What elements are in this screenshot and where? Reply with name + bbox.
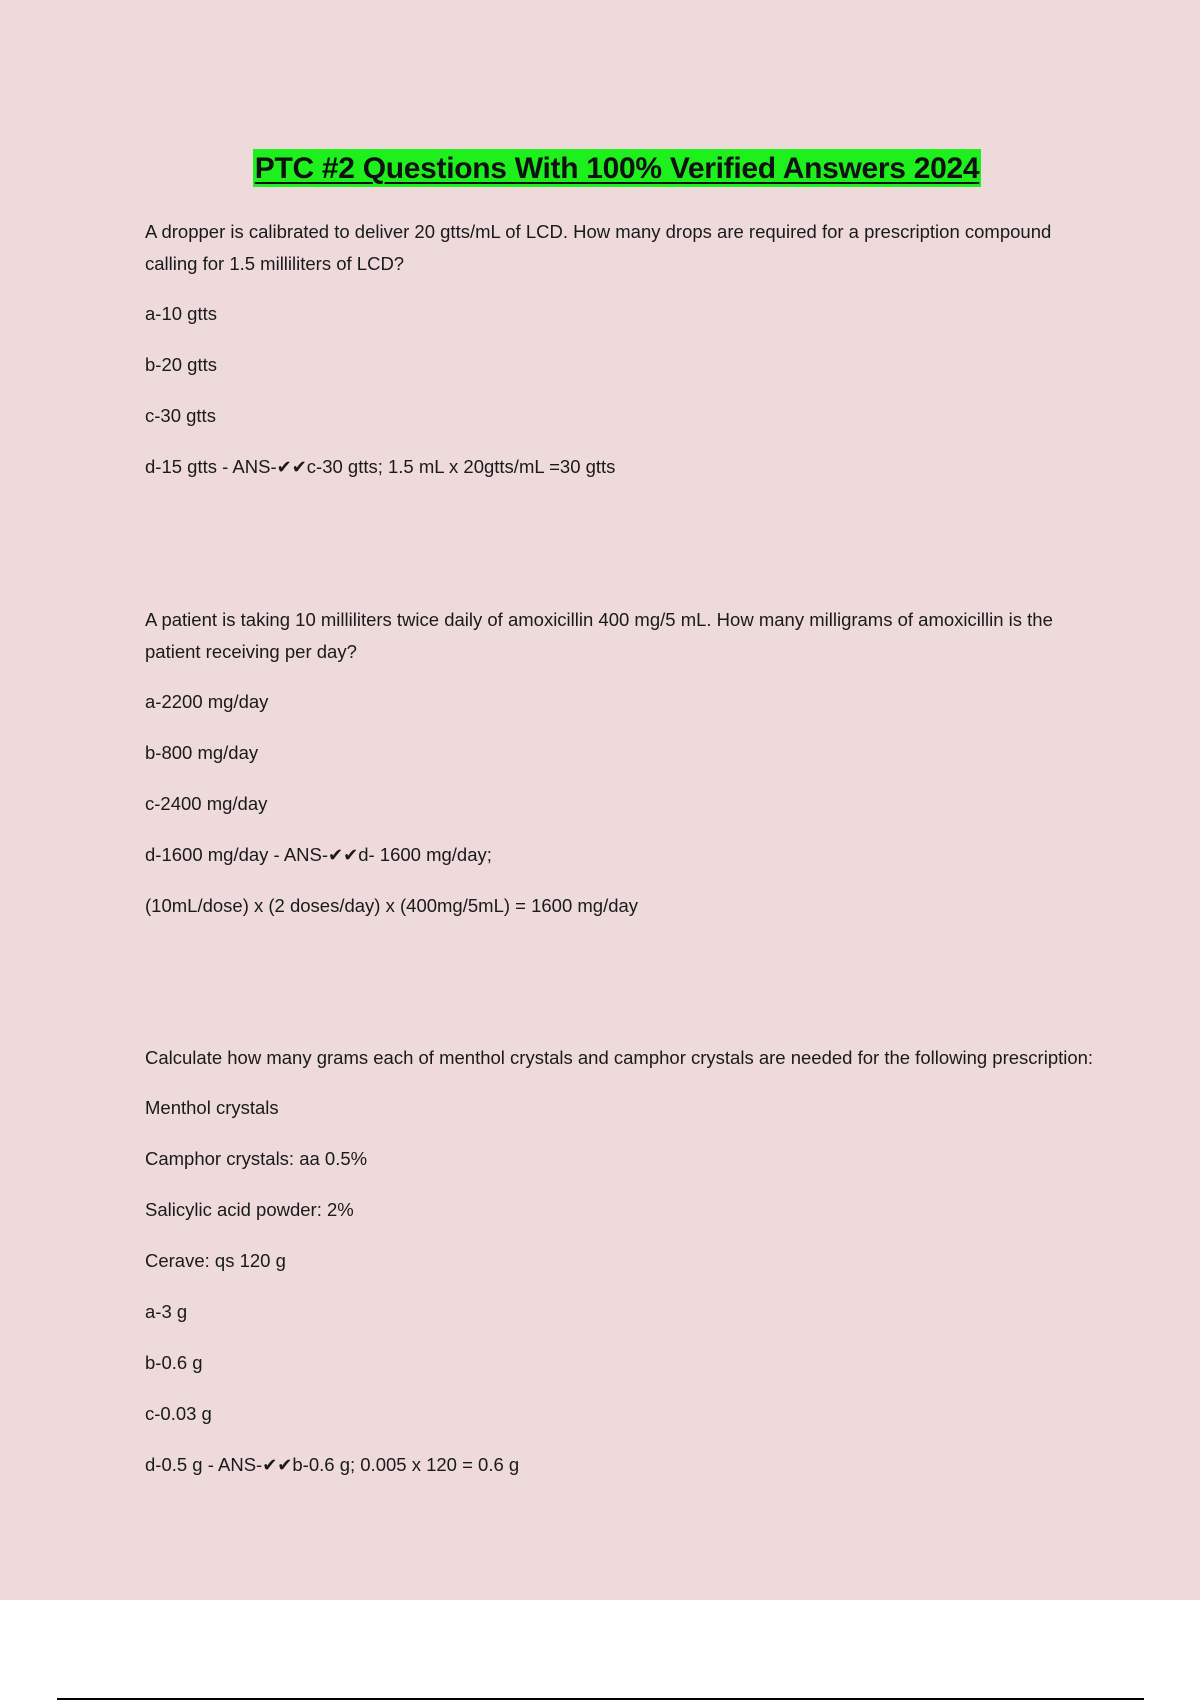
spacer	[145, 502, 1095, 604]
answer-text: c-30 gtts; 1.5 mL x 20gtts/mL =30 gtts	[306, 456, 616, 477]
question-text: Calculate how many grams each of menthol crystals and camphor crystals are needed for the following prescription:	[145, 1047, 1094, 1068]
checkmark-icon: ✔✔	[276, 457, 307, 478]
answer-line	[145, 839, 1095, 890]
rx-line: Menthol crystals	[145, 1097, 279, 1118]
option-a: a-10 gtts	[145, 303, 217, 324]
checkmark-icon: ✔✔	[328, 845, 359, 866]
option-c: c-2400 mg/day	[145, 793, 268, 814]
rx-line: Camphor crystals: aa 0.5%	[145, 1148, 368, 1169]
option-a: a-2200 mg/day	[145, 691, 269, 712]
answer-line	[145, 1449, 1095, 1500]
question-text: A patient is taking 10 milliliters twice daily of amoxicillin 400 mg/5 mL. How many milligrams of amoxicillin is the patient receiving per day?	[145, 609, 1053, 662]
question-block-3	[145, 1042, 1095, 1500]
option-b: b-0.6 g	[145, 1352, 203, 1373]
option-d: d-15 gtts - ANS-	[145, 456, 277, 477]
document-content	[145, 216, 1095, 1500]
option-b: b-20 gtts	[145, 354, 217, 375]
option-c: c-0.03 g	[145, 1403, 212, 1424]
option-d: d-0.5 g - ANS-	[145, 1454, 263, 1475]
option-d: d-1600 mg/day - ANS-	[145, 844, 329, 865]
question-block-2	[145, 604, 1095, 941]
page-title: PTC #2 Questions With 100% Verified Answers 2024	[253, 149, 982, 187]
option-c: c-30 gtts	[145, 405, 216, 426]
spacer	[145, 941, 1095, 1042]
rx-line: Salicylic acid powder: 2%	[145, 1199, 354, 1220]
answer-calculation: (10mL/dose) x (2 doses/day) x (400mg/5mL) = 1600 mg/day	[145, 895, 639, 916]
question-block-1	[145, 216, 1095, 502]
title-wrapper	[0, 149, 1200, 187]
answer-text: d- 1600 mg/day;	[358, 844, 492, 865]
rx-line: Cerave: qs 120 g	[145, 1250, 286, 1271]
option-a: a-3 g	[145, 1301, 188, 1322]
option-b: b-800 mg/day	[145, 742, 259, 763]
answer-text: b-0.6 g; 0.005 x 120 = 0.6 g	[292, 1454, 520, 1475]
answer-line	[145, 451, 1095, 502]
checkmark-icon: ✔✔	[262, 1455, 293, 1476]
question-text: A dropper is calibrated to deliver 20 gtts/mL of LCD. How many drops are required for a prescription compound calling for 1.5 milliliters of LCD?	[145, 221, 1052, 274]
